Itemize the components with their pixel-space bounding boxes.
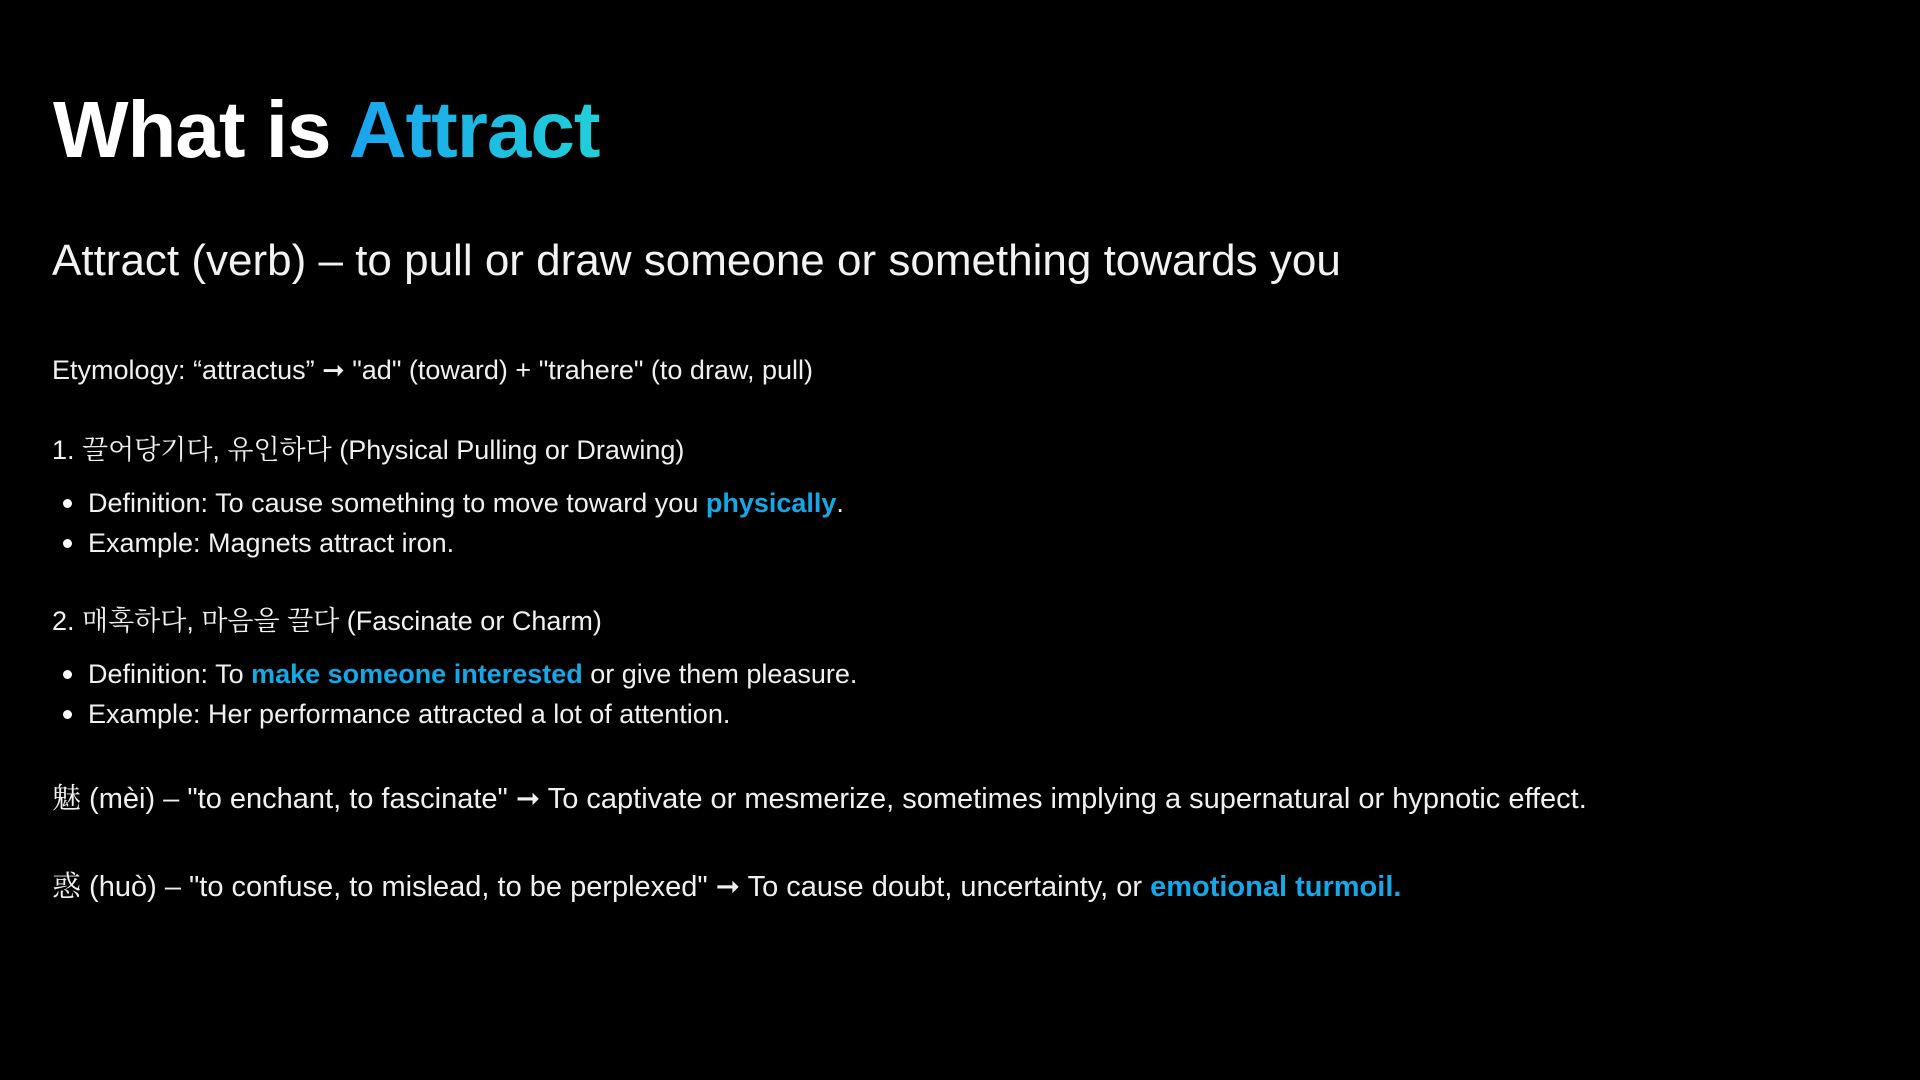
definition-subtitle: Attract (verb) – to pull or draw someone or something towards you: [52, 236, 1341, 285]
title-prefix: What is: [53, 85, 349, 174]
sense-2-definition-highlight: make someone interested: [251, 659, 583, 689]
sense-2-definition-end: or give them pleasure.: [582, 659, 858, 689]
sense-1-definition-end: .: [836, 488, 844, 518]
title-accent-word: Attract: [348, 85, 600, 174]
sense-2-example: Example: Her performance attracted a lot of attention.: [52, 694, 857, 734]
hanja-mei-line: 魅 (mèi) – "to enchant, to fascinate" ➞ To captivate or mesmerize, sometimes implying a supernatural or hypnotic effect.: [52, 783, 1587, 815]
hanja-huo-line: [52, 869, 1401, 905]
sense-1-example: Example: Magnets attract iron.: [52, 523, 844, 563]
etymology-line: Etymology: “attractus” ➞ "ad" (toward) + "trahere" (to draw, pull): [52, 355, 813, 385]
hanja-huo-highlight: emotional turmoil.: [1150, 871, 1402, 903]
slide-title: [53, 82, 600, 178]
sense-1-definition: [52, 483, 844, 523]
sense-2-definition: [52, 654, 857, 694]
sense-1-heading: 1. 끌어당기다, 유인하다 (Physical Pulling or Drawing): [52, 435, 685, 465]
sense-2-bullets: [52, 654, 857, 734]
sense-2-heading: 2. 매혹하다, 마음을 끌다 (Fascinate or Charm): [52, 606, 602, 636]
sense-1-bullets: [52, 483, 844, 563]
sense-2-definition-text: Definition: To: [88, 659, 252, 689]
sense-1-definition-highlight: physically: [705, 488, 837, 518]
sense-1-definition-text: Definition: To cause something to move toward you: [88, 488, 706, 518]
hanja-huo-text: 惑 (huò) – "to confuse, to mislead, to be perplexed" ➞ To cause doubt, uncertainty, or: [52, 871, 1151, 903]
